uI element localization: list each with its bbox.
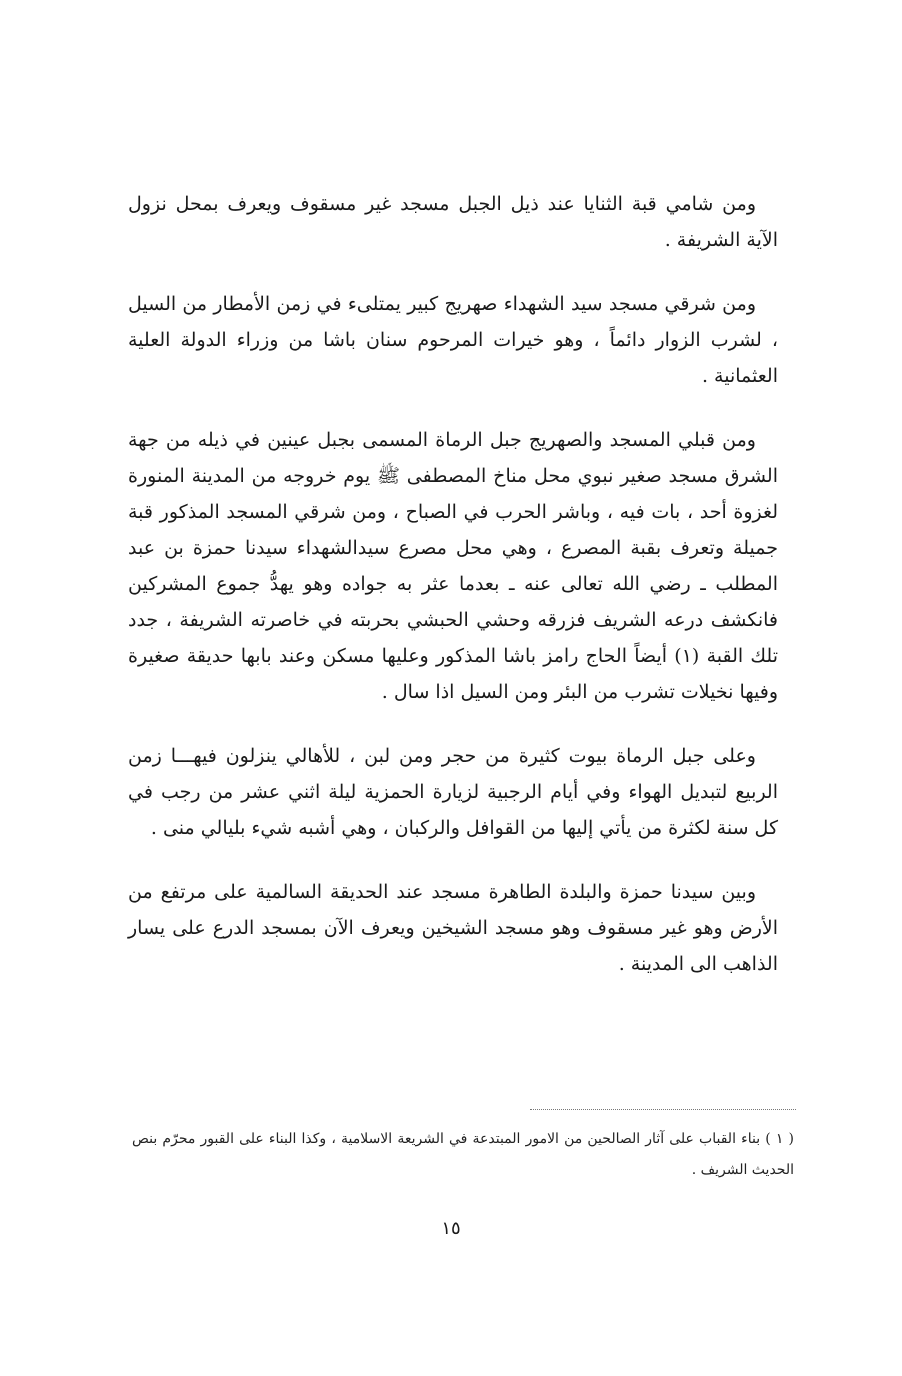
- body-text: [128, 186, 778, 982]
- footnote: ( ١ ) بناء القباب على آثار الصالحين من الامور المبتدعة في الشريعة الاسلامية ، وكذا البناء على القبور محرّم بنص الحديث الشريف .: [132, 1131, 795, 1178]
- paragraph-4: وعلى جبل الرماة بيوت كثيرة من حجر ومن لبن ، للأهالي ينزلون فيهـــا زمن الربيع لتبديل الهواء وفي أيام الرجبية لزيارة الحمزية ليلة اثني عشر من رجب في كل سنة لكثرة من يأتي إليها من القوافل والركبان ، وهي أشبه شيء بليالي منى .: [128, 745, 778, 839]
- paragraph-3: ومن قبلي المسجد والصهريج جبل الرماة المسمى بجبل عينين في ذيله من جهة الشرق مسجد صغير نبوي محل مناخ المصطفى ﷺ يوم خروجه من المدينة المنورة لغزوة أحد ، بات فيه ، وباشر الحرب في الصباح ، ومن شرقي المسجد المذكور قبة جميلة وتعرف بقبة المصرع ، وهي محل مصرع سيدالشهداء سيدنا حمزة بن عبد المطلب ـ رضي الله تعالى عنه ـ بعدما عثر به جواده وهو يهدُّ جموع المشركين فانكشف درعه الشريف فزرقه وحشي الحبشي بحربته في خاصرته الشريفة ، جدد تلك القبة (١) أيضاً الحاج رامز باشا المذكور وعليها مسكن وعند بابها حديقة صغيرة وفيها نخيلات تشرب من البئر ومن السيل اذا سال .: [128, 429, 778, 703]
- footnote-divider: [530, 1109, 796, 1110]
- paragraph-2: ومن شرقي مسجد سيد الشهداء صهريج كبير يمتلىء في زمن الأمطار من السيل ، لشرب الزوار دائماً ، وهو خيرات المرحوم سنان باشا من وزراء الدولة العلية العثمانية .: [128, 293, 778, 387]
- paragraph-5: وبين سيدنا حمزة والبلدة الطاهرة مسجد عند الحديقة السالمية على مرتفع من الأرض وهو غير مسقوف وهو مسجد الشيخين ويعرف الآن بمسجد الدرع على يسار الذاهب الى المدينة .: [128, 881, 778, 975]
- page-number: ١٥: [441, 1218, 461, 1239]
- paragraph-1: ومن شامي قبة الثنايا عند ذيل الجبل مسجد غير مسقوف ويعرف بمحل نزول الآية الشريفة .: [128, 193, 778, 251]
